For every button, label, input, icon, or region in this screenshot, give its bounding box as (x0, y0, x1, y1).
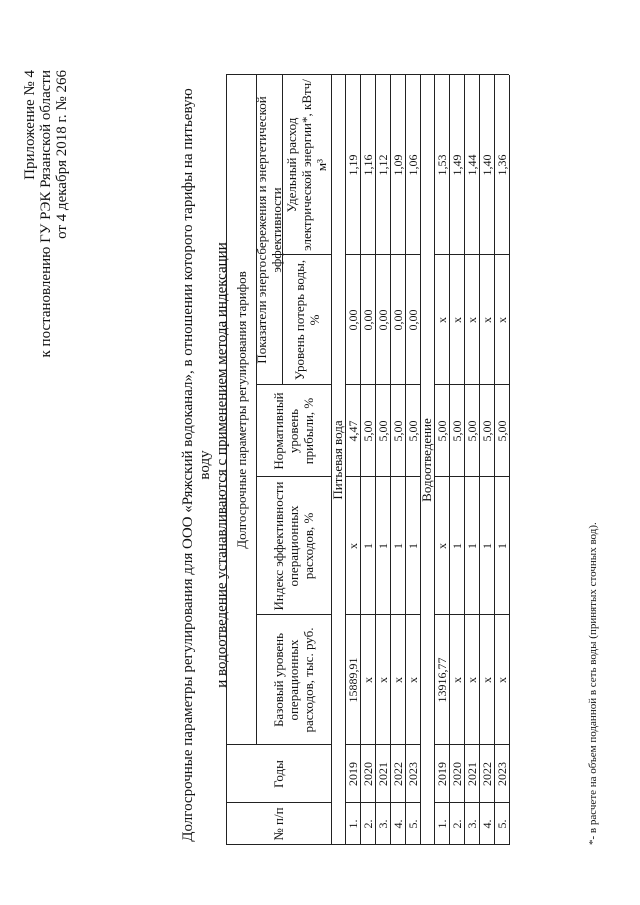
footnote: *- в расчете на объем поданной в сеть воды (принятых сточных вод). (587, 522, 599, 845)
cell-n: 4. (390, 819, 405, 829)
table-v-rule (256, 614, 331, 615)
cell-specific: 1,09 (390, 154, 405, 176)
table-v-rule (494, 384, 509, 385)
table-v-rule (464, 744, 479, 745)
table-v-rule (345, 476, 360, 477)
table-v-rule (434, 744, 449, 745)
cell-loss: 0,00 (360, 309, 375, 331)
table-v-rule (405, 802, 420, 803)
table-v-rule (405, 614, 420, 615)
table-v-rule (405, 384, 420, 385)
table-v-rule (464, 74, 479, 75)
section-title: Питьевая вода (330, 420, 345, 500)
table-v-rule (434, 844, 449, 845)
table-v-rule (345, 614, 360, 615)
table-v-rule (464, 844, 479, 845)
cell-n: 3. (464, 819, 479, 829)
table-v-rule (494, 74, 509, 75)
table-v-rule (226, 802, 331, 803)
table-v-rule (345, 254, 360, 255)
cell-base: x (464, 677, 479, 683)
table-v-rule (390, 844, 405, 845)
table-h-rule (509, 75, 510, 845)
appendix-resolution: к постановлению ГУ РЭК Рязанской области (38, 70, 54, 358)
table-v-rule (256, 476, 331, 477)
cell-specific: 1,12 (375, 154, 390, 176)
cell-base: x (375, 677, 390, 683)
table-v-rule (479, 844, 494, 845)
table-v-rule (226, 844, 331, 845)
table-v-rule (405, 74, 420, 75)
cell-index: 1 (464, 543, 479, 549)
table-v-rule (420, 844, 434, 845)
cell-loss: x (464, 317, 479, 323)
table-v-rule (449, 74, 464, 75)
cell-base: x (479, 677, 494, 683)
table-v-rule (390, 476, 405, 477)
cell-index: 1 (360, 543, 375, 549)
table-v-rule (360, 802, 375, 803)
cell-specific: 1,16 (360, 154, 375, 176)
cell-profit: 5,00 (479, 420, 494, 442)
title-line-1: Долгосрочные параметры регулирования для ООО «Ряжский водоканал», в отношении которого тарифы на питьевую воду (180, 88, 213, 842)
title-line-2: и водоотведение устанавливаются с применением метода индексации (214, 242, 230, 688)
cell-n: 3. (375, 819, 390, 829)
table-v-rule (449, 802, 464, 803)
table-v-rule (256, 384, 331, 385)
table-v-rule (479, 476, 494, 477)
table-v-rule (449, 384, 464, 385)
cell-loss: x (449, 317, 464, 323)
cell-index: 1 (405, 543, 420, 549)
cell-base: x (405, 677, 420, 683)
header-number: № п/п (271, 807, 286, 841)
table-v-rule (449, 614, 464, 615)
cell-n: 5. (405, 819, 420, 829)
table-v-rule (375, 254, 390, 255)
table-v-rule (360, 74, 375, 75)
cell-year: 2023 (405, 762, 420, 786)
cell-base: 13916,77 (434, 657, 449, 703)
header-year: Годы (271, 760, 286, 788)
cell-profit: 5,00 (494, 420, 509, 442)
header-group: Долгосрочные параметры регулирования тарифов (233, 271, 249, 549)
table-v-rule (464, 802, 479, 803)
table-v-rule (360, 614, 375, 615)
cell-specific: 1,06 (405, 154, 420, 176)
table-v-rule (360, 744, 375, 745)
table-v-rule (405, 844, 420, 845)
cell-loss: x (494, 317, 509, 323)
cell-year: 2019 (345, 762, 360, 786)
table-v-rule (494, 802, 509, 803)
cell-index: 1 (479, 543, 494, 549)
table-v-rule (405, 744, 420, 745)
cell-profit: 5,00 (405, 420, 420, 442)
cell-year: 2021 (464, 762, 479, 786)
table-v-rule (479, 254, 494, 255)
table-v-rule (390, 614, 405, 615)
cell-specific: 1,49 (449, 154, 464, 176)
table-v-rule (479, 74, 494, 75)
cell-year: 2023 (494, 762, 509, 786)
cell-loss: 0,00 (390, 309, 405, 331)
table-v-rule (360, 844, 375, 845)
table-v-rule (345, 744, 360, 745)
cell-base: x (494, 677, 509, 683)
cell-n: 2. (360, 819, 375, 829)
table-v-rule (345, 74, 360, 75)
cell-loss: 0,00 (375, 309, 390, 331)
table-v-rule (464, 384, 479, 385)
cell-year: 2020 (449, 762, 464, 786)
cell-specific: 1,19 (345, 154, 360, 176)
cell-n: 4. (479, 819, 494, 829)
table-v-rule (434, 614, 449, 615)
table-v-rule (390, 254, 405, 255)
table-v-rule (226, 744, 331, 745)
table-v-rule (479, 802, 494, 803)
table-v-rule (494, 254, 509, 255)
table-v-rule (434, 74, 449, 75)
cell-specific: 1,53 (434, 154, 449, 176)
appendix-header (22, 70, 70, 357)
cell-specific: 1,44 (464, 154, 479, 176)
table-v-rule (434, 802, 449, 803)
header-loss: Уровень потерь воды, % (291, 259, 322, 381)
table-v-rule (405, 476, 420, 477)
cell-year: 2019 (434, 762, 449, 786)
table-v-rule (464, 614, 479, 615)
table-v-rule (449, 476, 464, 477)
table-v-rule (479, 384, 494, 385)
cell-n: 1. (434, 819, 449, 829)
cell-loss: x (434, 317, 449, 323)
table-v-rule (449, 844, 464, 845)
table-v-rule (331, 74, 345, 75)
table-v-rule (375, 744, 390, 745)
table-v-rule (345, 802, 360, 803)
cell-n: 5. (494, 819, 509, 829)
cell-specific: 1,40 (479, 154, 494, 176)
table-v-rule (449, 254, 464, 255)
cell-n: 1. (345, 819, 360, 829)
cell-year: 2022 (390, 762, 405, 786)
table-v-rule (479, 744, 494, 745)
header-base: Базовый уровень операционных расходов, тыс. руб. (271, 627, 316, 733)
table-v-rule (375, 802, 390, 803)
table-v-rule (375, 74, 390, 75)
cell-profit: 5,00 (360, 420, 375, 442)
table-v-rule (390, 384, 405, 385)
table-v-rule (375, 476, 390, 477)
table-v-rule (464, 476, 479, 477)
cell-profit: 4,47 (345, 420, 360, 442)
cell-profit: 5,00 (375, 420, 390, 442)
header-specific: Удельный расход электрической энергии*, кВтч/м³ (284, 79, 329, 251)
cell-profit: 5,00 (449, 420, 464, 442)
table-v-rule (360, 476, 375, 477)
table-v-rule (434, 476, 449, 477)
cell-profit: 5,00 (390, 420, 405, 442)
cell-loss: 0,00 (345, 309, 360, 331)
table-v-rule (494, 744, 509, 745)
table-v-rule (464, 254, 479, 255)
table-v-rule (375, 614, 390, 615)
cell-year: 2020 (360, 762, 375, 786)
cell-year: 2021 (375, 762, 390, 786)
header-index: Индекс эффективности операционных расходов, % (271, 481, 316, 611)
table-v-rule (449, 744, 464, 745)
cell-index: x (345, 543, 360, 549)
header-profit: Нормативный уровень прибыли, % (271, 392, 316, 470)
table-v-rule (282, 254, 331, 255)
table-v-rule (345, 384, 360, 385)
table-v-rule (420, 74, 434, 75)
table-v-rule (390, 802, 405, 803)
table-v-rule (494, 844, 509, 845)
cell-base: 15889,91 (345, 657, 360, 703)
cell-index: 1 (390, 543, 405, 549)
cell-base: x (360, 677, 375, 683)
cell-profit: 5,00 (464, 420, 479, 442)
table-v-rule (434, 384, 449, 385)
cell-specific: 1,36 (494, 154, 509, 176)
cell-profit: 5,00 (434, 420, 449, 442)
section-title: Водоотведение (419, 418, 434, 502)
cell-index: 1 (494, 543, 509, 549)
table-v-rule (360, 254, 375, 255)
table-v-rule (345, 844, 360, 845)
cell-index: 1 (375, 543, 390, 549)
table-v-rule (494, 614, 509, 615)
table-v-rule (226, 74, 331, 75)
table-v-rule (375, 384, 390, 385)
cell-base: x (449, 677, 464, 683)
table-v-rule (390, 744, 405, 745)
table-v-rule (405, 254, 420, 255)
cell-year: 2022 (479, 762, 494, 786)
table-v-rule (434, 254, 449, 255)
table-v-rule (494, 476, 509, 477)
cell-index: 1 (449, 543, 464, 549)
appendix-number: Приложение № 4 (22, 70, 38, 180)
table-v-rule (360, 384, 375, 385)
header-energy-group: Показатели энергосбережения и энергетической эффективности (254, 96, 284, 364)
cell-loss: 0,00 (405, 309, 420, 331)
table-v-rule (479, 614, 494, 615)
document-title (180, 85, 231, 845)
tariff-parameters-table (226, 75, 588, 845)
cell-base: x (390, 677, 405, 683)
table-v-rule (390, 74, 405, 75)
cell-index: x (434, 543, 449, 549)
table-v-rule (375, 844, 390, 845)
cell-n: 2. (449, 819, 464, 829)
appendix-date: от 4 декабря 2018 г. № 266 (54, 70, 70, 239)
table-v-rule (331, 844, 345, 845)
cell-loss: x (479, 317, 494, 323)
